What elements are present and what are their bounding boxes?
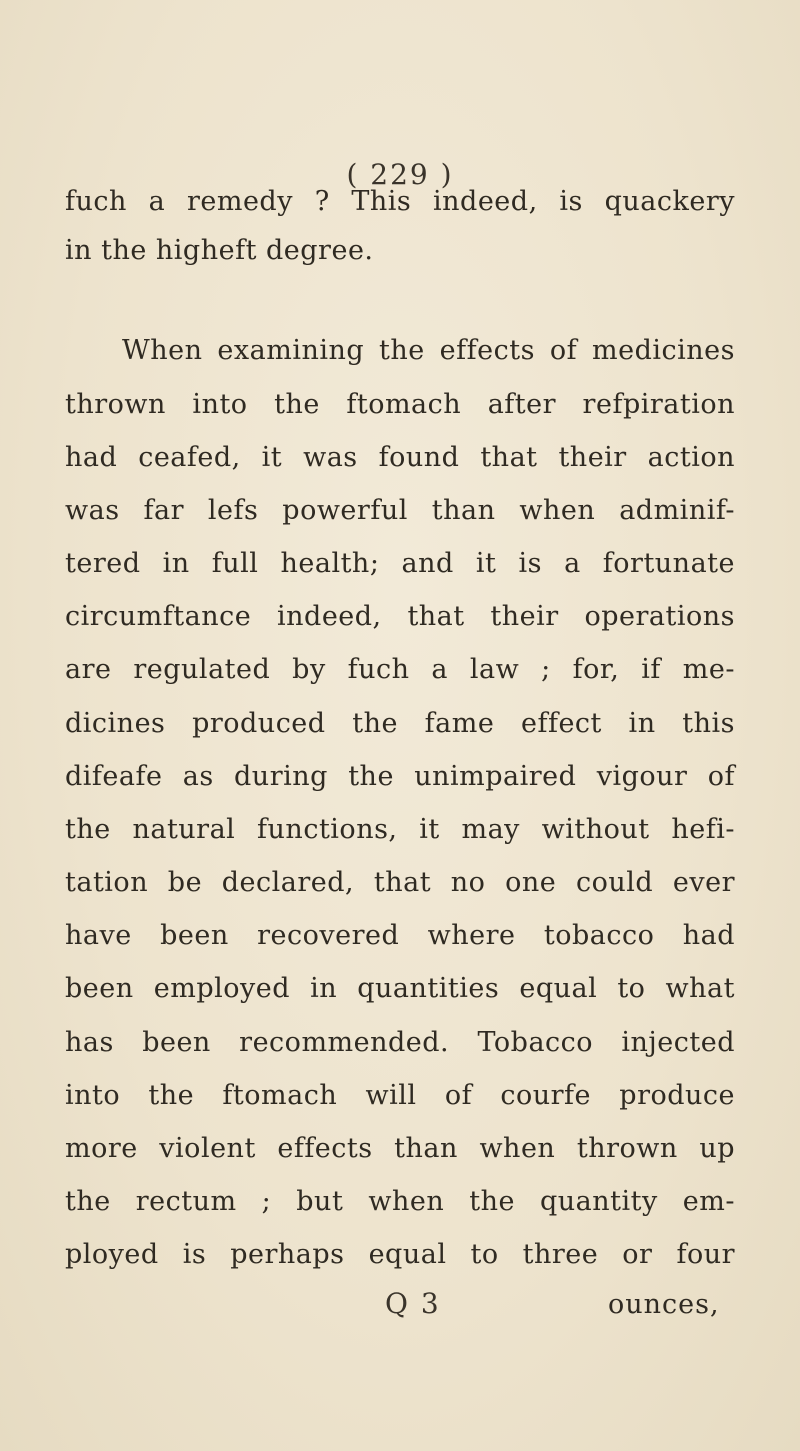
text-line: in the higheft degree. <box>65 235 374 266</box>
text-line: been employed in quantities equal to what <box>65 973 735 1004</box>
text-line: dicines produced the fame effect in this <box>65 708 735 739</box>
catchword: ounces, <box>608 1289 720 1320</box>
text-line: into the ftomach will of courfe produce <box>65 1080 735 1111</box>
text-line: has been recommended. Tobacco injected <box>65 1027 735 1058</box>
signature-mark: Q 3 <box>385 1287 441 1320</box>
text-line: had ceafed, it was found that their action <box>65 442 735 473</box>
text-line: was far lefs powerful than when adminif- <box>65 495 735 526</box>
text-line: tered in full health; and it is a fortunate <box>65 548 735 579</box>
text-line: more violent effects than when thrown up <box>65 1133 735 1164</box>
text-line: thrown into the ftomach after refpiration <box>65 389 735 420</box>
text-line: ployed is perhaps equal to three or four <box>65 1239 735 1270</box>
text-line: the natural functions, it may without hefi- <box>65 814 735 845</box>
text-line: the rectum ; but when the quantity em- <box>65 1186 735 1217</box>
text-line: fuch a remedy ? This indeed, is quackery <box>65 186 735 217</box>
text-line: have been recovered where tobacco had <box>65 920 735 951</box>
text-line: are regulated by fuch a law ; for, if me- <box>65 654 735 685</box>
text-line: difeafe as during the unimpaired vigour of <box>65 761 735 792</box>
text-line: tation be declared, that no one could ever <box>65 867 735 898</box>
text-line: circumftance indeed, that their operations <box>65 601 735 632</box>
paragraph-first-line: When examining the effects of medicines <box>122 335 735 366</box>
page-number: ( 229 ) <box>346 158 454 191</box>
